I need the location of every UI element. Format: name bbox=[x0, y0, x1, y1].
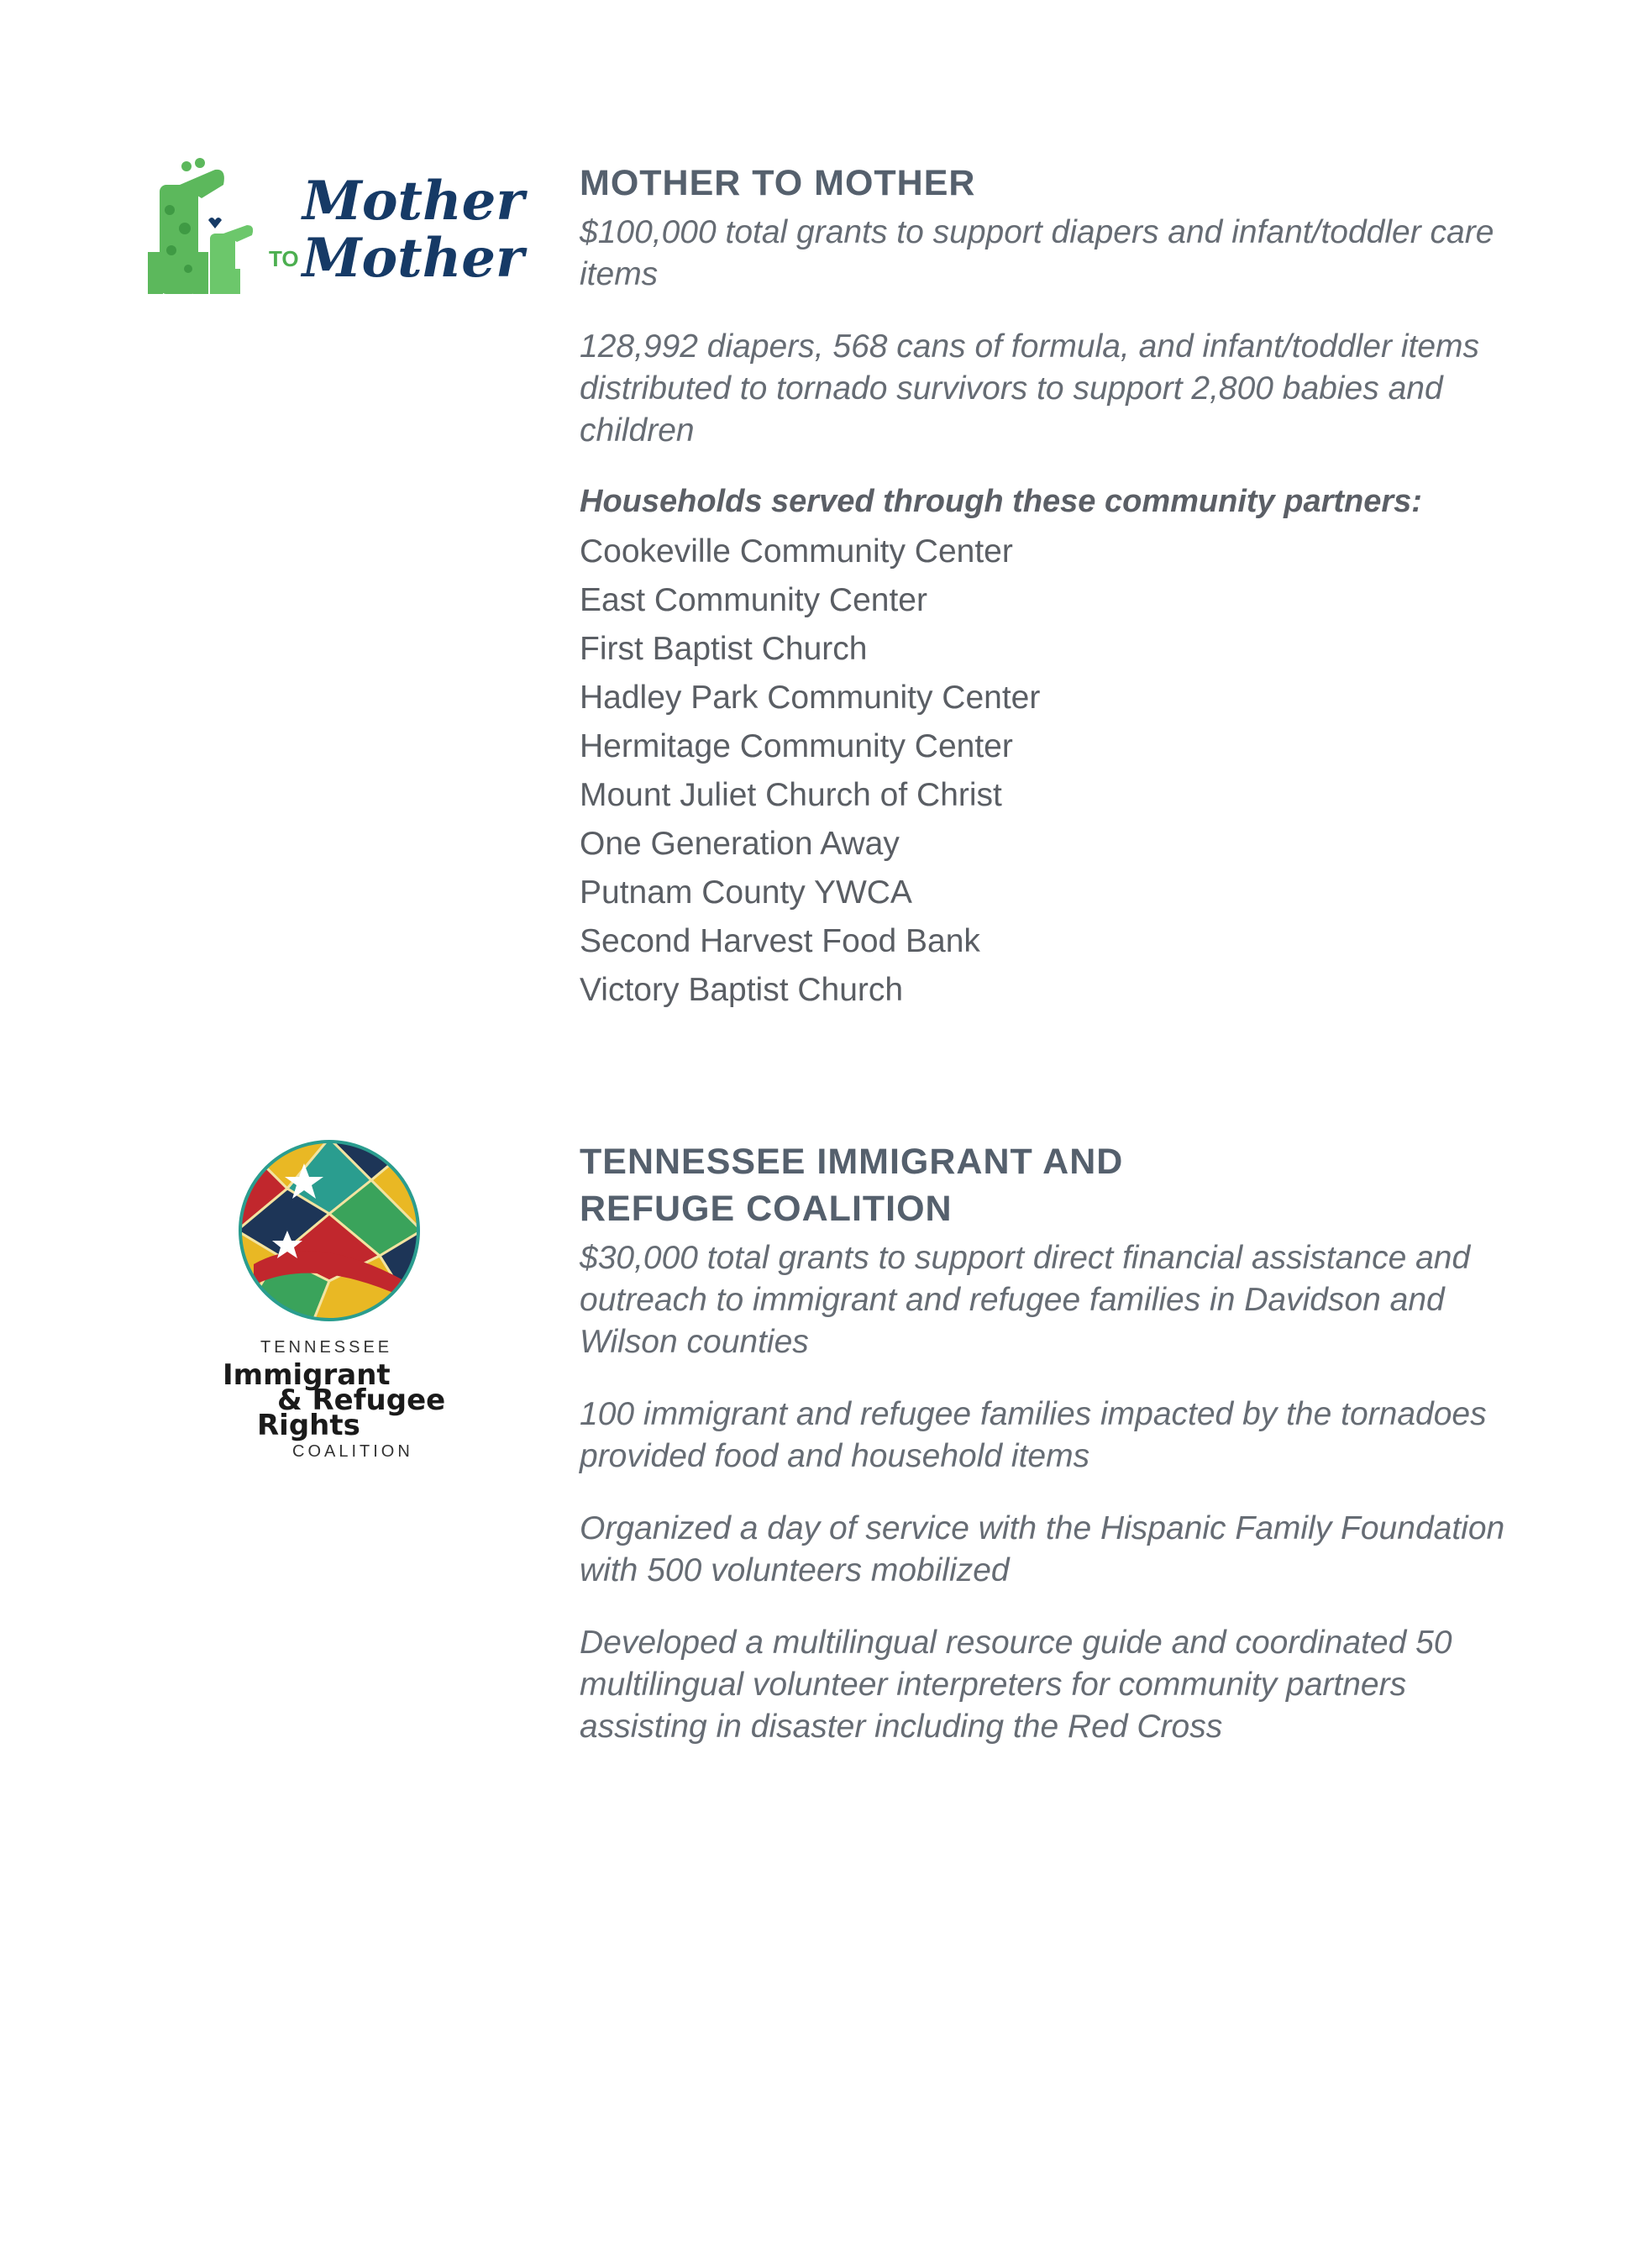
list-item: Second Harvest Food Bank bbox=[580, 923, 980, 959]
list-item: East Community Center bbox=[580, 582, 927, 618]
tirrc-content bbox=[580, 1138, 1537, 1748]
list-item: Victory Baptist Church bbox=[580, 972, 904, 1008]
tirrc-refugee-text: & Refugee bbox=[277, 1383, 446, 1417]
grant-description: $30,000 total grants to support direct financial assistance and outreach to immigrant and refugee families in Davidson and Wilson counties bbox=[580, 1240, 1471, 1360]
tirrc-coalition-text: COALITION bbox=[292, 1442, 413, 1461]
list-item: One Generation Away bbox=[580, 826, 900, 862]
section-title-line-2: REFUGE COALITION bbox=[580, 1189, 953, 1229]
list-item: First Baptist Church bbox=[580, 631, 868, 667]
impact-description: 128,992 diapers, 568 cans of formula, and infant/toddler items distributed to tornado survivors to support 2,800 babies and children bbox=[580, 328, 1479, 449]
tirrc-state-text: TENNESSEE bbox=[260, 1338, 393, 1357]
partners-heading: Households served through these community partners: bbox=[580, 484, 1422, 519]
service-description: Organized a day of service with the Hispanic Family Foundation with 500 volunteers mobilized bbox=[580, 1510, 1505, 1588]
list-item: Hadley Park Community Center bbox=[580, 680, 1041, 716]
m2m-logo-word-1: Mother bbox=[302, 170, 525, 233]
list-item: Hermitage Community Center bbox=[580, 728, 1013, 764]
tirrc-logo bbox=[210, 1138, 462, 1474]
list-item: Mount Juliet Church of Christ bbox=[580, 777, 1002, 813]
list-item: Putnam County YWCA bbox=[580, 874, 912, 911]
tirrc-immigrant-text: Immigrant bbox=[223, 1358, 391, 1392]
resource-guide-description: Developed a multilingual resource guide and coordinated 50 multilingual volunteer interpreters for community partners assisting in disaster including the Red Cross bbox=[580, 1625, 1452, 1745]
m2m-logo-text bbox=[269, 170, 525, 290]
mother-to-mother-logo bbox=[143, 151, 525, 319]
impact-description: 100 immigrant and refugee families impacted by the tornadoes provided food and household items bbox=[580, 1396, 1487, 1474]
m2m-logo-to: TO bbox=[269, 245, 299, 271]
heart-icon bbox=[208, 218, 222, 228]
mother-to-mother-content bbox=[580, 160, 1537, 1015]
globe-mosaic-icon bbox=[237, 1138, 422, 1323]
m2m-logo-word-2: Mother bbox=[302, 227, 524, 290]
tirrc-rights-text: Rights bbox=[257, 1409, 360, 1442]
section-title-line-1: TENNESSEE IMMIGRANT AND bbox=[580, 1142, 1124, 1182]
list-item: Cookeville Community Center bbox=[580, 533, 1013, 570]
partners-list bbox=[580, 528, 1537, 1015]
section-title: MOTHER TO MOTHER bbox=[580, 163, 976, 203]
grant-description: $100,000 total grants to support diapers and infant/toddler care items bbox=[580, 214, 1494, 292]
